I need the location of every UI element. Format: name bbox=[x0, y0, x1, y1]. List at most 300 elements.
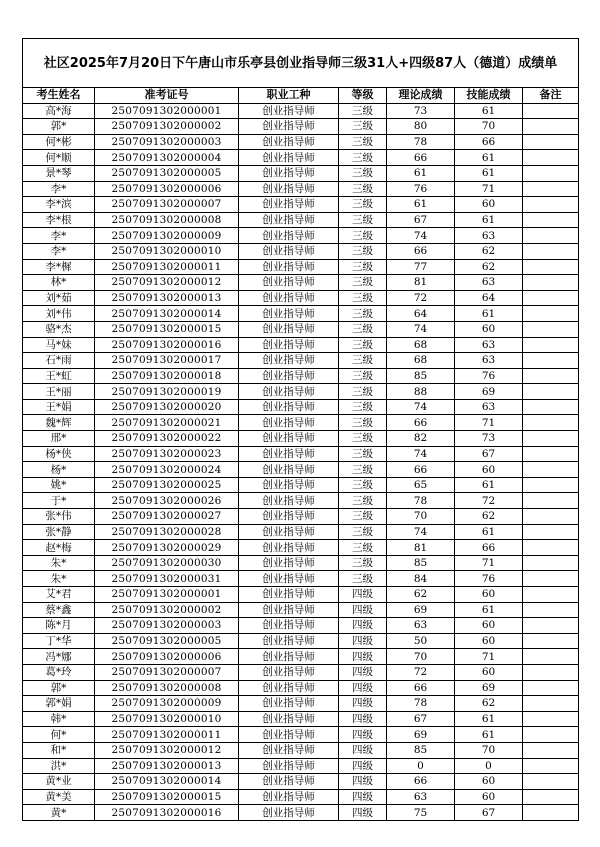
cell-skill-score: 61 bbox=[455, 477, 523, 493]
cell-name: 艾*君 bbox=[23, 587, 95, 603]
cell-note bbox=[523, 212, 579, 228]
cell-note bbox=[523, 103, 579, 119]
cell-exam-id: 2507091302000009 bbox=[95, 228, 239, 244]
cell-name: 姚* bbox=[23, 477, 95, 493]
cell-exam-id: 2507091302000010 bbox=[95, 711, 239, 727]
table-row bbox=[23, 727, 579, 743]
cell-exam-id: 2507091302000001 bbox=[95, 103, 239, 119]
cell-theory-score: 72 bbox=[387, 290, 455, 306]
cell-job: 创业指导师 bbox=[239, 602, 339, 618]
cell-job: 创业指导师 bbox=[239, 321, 339, 337]
cell-skill-score: 61 bbox=[455, 103, 523, 119]
cell-note bbox=[523, 384, 579, 400]
table-row bbox=[23, 493, 579, 509]
cell-job: 创业指导师 bbox=[239, 477, 339, 493]
cell-skill-score: 60 bbox=[455, 789, 523, 805]
cell-name: 何* bbox=[23, 727, 95, 743]
cell-note bbox=[523, 789, 579, 805]
cell-job: 创业指导师 bbox=[239, 399, 339, 415]
cell-level: 四级 bbox=[339, 758, 387, 774]
cell-skill-score: 62 bbox=[455, 509, 523, 525]
cell-theory-score: 69 bbox=[387, 602, 455, 618]
cell-level: 三级 bbox=[339, 571, 387, 587]
cell-name: 王*娟 bbox=[23, 399, 95, 415]
cell-skill-score: 70 bbox=[455, 742, 523, 758]
cell-job: 创业指导师 bbox=[239, 680, 339, 696]
cell-exam-id: 2507091302000018 bbox=[95, 368, 239, 384]
cell-exam-id: 2507091302000020 bbox=[95, 399, 239, 415]
cell-level: 四级 bbox=[339, 696, 387, 712]
cell-job: 创业指导师 bbox=[239, 696, 339, 712]
cell-job: 创业指导师 bbox=[239, 789, 339, 805]
cell-job: 创业指导师 bbox=[239, 758, 339, 774]
cell-job: 创业指导师 bbox=[239, 197, 339, 213]
cell-level: 四级 bbox=[339, 774, 387, 790]
cell-skill-score: 61 bbox=[455, 165, 523, 181]
cell-level: 三级 bbox=[339, 446, 387, 462]
cell-level: 三级 bbox=[339, 399, 387, 415]
cell-theory-score: 72 bbox=[387, 664, 455, 680]
cell-name: 石*雨 bbox=[23, 353, 95, 369]
cell-exam-id: 2507091302000006 bbox=[95, 649, 239, 665]
col-header-skill: 技能成绩 bbox=[455, 88, 523, 104]
cell-job: 创业指导师 bbox=[239, 119, 339, 135]
cell-exam-id: 2507091302000007 bbox=[95, 664, 239, 680]
cell-exam-id: 2507091302000011 bbox=[95, 727, 239, 743]
cell-exam-id: 2507091302000010 bbox=[95, 243, 239, 259]
cell-level: 四级 bbox=[339, 805, 387, 821]
cell-theory-score: 84 bbox=[387, 571, 455, 587]
cell-level: 三级 bbox=[339, 306, 387, 322]
cell-note bbox=[523, 555, 579, 571]
cell-theory-score: 65 bbox=[387, 477, 455, 493]
table-row bbox=[23, 742, 579, 758]
cell-theory-score: 61 bbox=[387, 197, 455, 213]
cell-skill-score: 71 bbox=[455, 181, 523, 197]
table-row bbox=[23, 805, 579, 821]
cell-skill-score: 60 bbox=[455, 587, 523, 603]
cell-job: 创业指导师 bbox=[239, 259, 339, 275]
cell-exam-id: 2507091302000016 bbox=[95, 805, 239, 821]
cell-name: 何*顺 bbox=[23, 150, 95, 166]
table-row bbox=[23, 633, 579, 649]
cell-note bbox=[523, 509, 579, 525]
col-header-level: 等级 bbox=[339, 88, 387, 104]
cell-name: 丁*华 bbox=[23, 633, 95, 649]
score-table bbox=[22, 38, 579, 821]
cell-level: 四级 bbox=[339, 742, 387, 758]
cell-job: 创业指导师 bbox=[239, 446, 339, 462]
col-header-name: 考生姓名 bbox=[23, 88, 95, 104]
cell-theory-score: 74 bbox=[387, 399, 455, 415]
table-row bbox=[23, 618, 579, 634]
cell-note bbox=[523, 275, 579, 291]
cell-name: 张*静 bbox=[23, 524, 95, 540]
cell-exam-id: 2507091302000017 bbox=[95, 353, 239, 369]
cell-skill-score: 60 bbox=[455, 321, 523, 337]
cell-theory-score: 0 bbox=[387, 758, 455, 774]
cell-exam-id: 2507091302000013 bbox=[95, 758, 239, 774]
cell-theory-score: 66 bbox=[387, 774, 455, 790]
cell-skill-score: 60 bbox=[455, 618, 523, 634]
cell-skill-score: 71 bbox=[455, 555, 523, 571]
table-row bbox=[23, 368, 579, 384]
table-row bbox=[23, 243, 579, 259]
cell-skill-score: 62 bbox=[455, 243, 523, 259]
cell-skill-score: 61 bbox=[455, 727, 523, 743]
cell-theory-score: 70 bbox=[387, 649, 455, 665]
cell-skill-score: 0 bbox=[455, 758, 523, 774]
cell-skill-score: 60 bbox=[455, 774, 523, 790]
cell-exam-id: 2507091302000004 bbox=[95, 150, 239, 166]
table-row bbox=[23, 384, 579, 400]
cell-exam-id: 2507091302000015 bbox=[95, 789, 239, 805]
cell-skill-score: 73 bbox=[455, 431, 523, 447]
cell-theory-score: 74 bbox=[387, 524, 455, 540]
cell-skill-score: 70 bbox=[455, 119, 523, 135]
cell-job: 创业指导师 bbox=[239, 290, 339, 306]
table-row bbox=[23, 181, 579, 197]
cell-name: 郭* bbox=[23, 119, 95, 135]
cell-exam-id: 2507091302000009 bbox=[95, 696, 239, 712]
cell-note bbox=[523, 711, 579, 727]
table-row bbox=[23, 259, 579, 275]
cell-note bbox=[523, 602, 579, 618]
table-row bbox=[23, 758, 579, 774]
cell-skill-score: 72 bbox=[455, 493, 523, 509]
cell-exam-id: 2507091302000025 bbox=[95, 477, 239, 493]
cell-note bbox=[523, 259, 579, 275]
cell-name: 葛*玲 bbox=[23, 664, 95, 680]
cell-exam-id: 2507091302000001 bbox=[95, 587, 239, 603]
cell-job: 创业指导师 bbox=[239, 462, 339, 478]
cell-skill-score: 60 bbox=[455, 633, 523, 649]
cell-level: 三级 bbox=[339, 493, 387, 509]
cell-job: 创业指导师 bbox=[239, 243, 339, 259]
cell-name: 李*滨 bbox=[23, 197, 95, 213]
cell-theory-score: 70 bbox=[387, 509, 455, 525]
cell-note bbox=[523, 633, 579, 649]
cell-exam-id: 2507091302000012 bbox=[95, 742, 239, 758]
cell-name: 王*丽 bbox=[23, 384, 95, 400]
cell-exam-id: 2507091302000015 bbox=[95, 321, 239, 337]
table-row bbox=[23, 321, 579, 337]
cell-theory-score: 64 bbox=[387, 306, 455, 322]
cell-note bbox=[523, 134, 579, 150]
cell-level: 四级 bbox=[339, 727, 387, 743]
cell-job: 创业指导师 bbox=[239, 306, 339, 322]
cell-level: 三级 bbox=[339, 368, 387, 384]
table-row bbox=[23, 431, 579, 447]
cell-job: 创业指导师 bbox=[239, 524, 339, 540]
table-row bbox=[23, 337, 579, 353]
cell-name: 马*妹 bbox=[23, 337, 95, 353]
cell-level: 三级 bbox=[339, 337, 387, 353]
cell-name: 郭* bbox=[23, 680, 95, 696]
cell-note bbox=[523, 368, 579, 384]
cell-theory-score: 68 bbox=[387, 337, 455, 353]
cell-name: 高*海 bbox=[23, 103, 95, 119]
cell-job: 创业指导师 bbox=[239, 664, 339, 680]
cell-job: 创业指导师 bbox=[239, 134, 339, 150]
table-row bbox=[23, 540, 579, 556]
cell-level: 四级 bbox=[339, 711, 387, 727]
cell-level: 三级 bbox=[339, 212, 387, 228]
cell-exam-id: 2507091302000021 bbox=[95, 415, 239, 431]
cell-level: 四级 bbox=[339, 649, 387, 665]
cell-name: 朱* bbox=[23, 555, 95, 571]
cell-theory-score: 78 bbox=[387, 493, 455, 509]
table-row bbox=[23, 228, 579, 244]
cell-theory-score: 67 bbox=[387, 711, 455, 727]
cell-name: 黄*美 bbox=[23, 789, 95, 805]
cell-name: 张*伟 bbox=[23, 509, 95, 525]
cell-theory-score: 63 bbox=[387, 789, 455, 805]
cell-exam-id: 2507091302000023 bbox=[95, 446, 239, 462]
cell-theory-score: 66 bbox=[387, 243, 455, 259]
cell-level: 三级 bbox=[339, 353, 387, 369]
cell-note bbox=[523, 664, 579, 680]
col-header-id: 准考证号 bbox=[95, 88, 239, 104]
header-row bbox=[23, 88, 579, 104]
cell-job: 创业指导师 bbox=[239, 212, 339, 228]
cell-skill-score: 66 bbox=[455, 540, 523, 556]
cell-skill-score: 60 bbox=[455, 462, 523, 478]
cell-job: 创业指导师 bbox=[239, 165, 339, 181]
cell-note bbox=[523, 290, 579, 306]
cell-name: 韩* bbox=[23, 711, 95, 727]
table-body bbox=[23, 103, 579, 820]
cell-note bbox=[523, 150, 579, 166]
cell-name: 于* bbox=[23, 493, 95, 509]
cell-skill-score: 64 bbox=[455, 290, 523, 306]
table-row bbox=[23, 774, 579, 790]
cell-job: 创业指导师 bbox=[239, 337, 339, 353]
cell-level: 四级 bbox=[339, 602, 387, 618]
cell-job: 创业指导师 bbox=[239, 384, 339, 400]
cell-skill-score: 62 bbox=[455, 696, 523, 712]
cell-level: 三级 bbox=[339, 524, 387, 540]
cell-note bbox=[523, 462, 579, 478]
cell-level: 三级 bbox=[339, 462, 387, 478]
cell-job: 创业指导师 bbox=[239, 150, 339, 166]
table-row bbox=[23, 150, 579, 166]
cell-skill-score: 61 bbox=[455, 212, 523, 228]
cell-name: 朱* bbox=[23, 571, 95, 587]
cell-name: 骆*杰 bbox=[23, 321, 95, 337]
cell-skill-score: 61 bbox=[455, 602, 523, 618]
cell-theory-score: 78 bbox=[387, 134, 455, 150]
table-row bbox=[23, 165, 579, 181]
cell-note bbox=[523, 243, 579, 259]
cell-theory-score: 85 bbox=[387, 368, 455, 384]
cell-level: 三级 bbox=[339, 275, 387, 291]
cell-note bbox=[523, 649, 579, 665]
cell-exam-id: 2507091302000026 bbox=[95, 493, 239, 509]
cell-level: 三级 bbox=[339, 103, 387, 119]
table-row bbox=[23, 587, 579, 603]
cell-job: 创业指导师 bbox=[239, 431, 339, 447]
cell-note bbox=[523, 415, 579, 431]
cell-level: 三级 bbox=[339, 384, 387, 400]
cell-exam-id: 2507091302000011 bbox=[95, 259, 239, 275]
cell-exam-id: 2507091302000012 bbox=[95, 275, 239, 291]
cell-job: 创业指导师 bbox=[239, 649, 339, 665]
cell-level: 三级 bbox=[339, 431, 387, 447]
cell-skill-score: 61 bbox=[455, 150, 523, 166]
table-row bbox=[23, 477, 579, 493]
cell-skill-score: 76 bbox=[455, 571, 523, 587]
cell-exam-id: 2507091302000002 bbox=[95, 602, 239, 618]
cell-job: 创业指导师 bbox=[239, 711, 339, 727]
cell-level: 四级 bbox=[339, 618, 387, 634]
cell-exam-id: 2507091302000019 bbox=[95, 384, 239, 400]
table-row bbox=[23, 509, 579, 525]
cell-skill-score: 61 bbox=[455, 306, 523, 322]
cell-note bbox=[523, 477, 579, 493]
cell-name: 陈*月 bbox=[23, 618, 95, 634]
cell-theory-score: 85 bbox=[387, 555, 455, 571]
cell-skill-score: 61 bbox=[455, 524, 523, 540]
cell-name: 赵*梅 bbox=[23, 540, 95, 556]
cell-job: 创业指导师 bbox=[239, 275, 339, 291]
cell-note bbox=[523, 431, 579, 447]
cell-level: 三级 bbox=[339, 540, 387, 556]
title-row bbox=[23, 39, 579, 88]
cell-theory-score: 76 bbox=[387, 181, 455, 197]
table-row bbox=[23, 290, 579, 306]
cell-job: 创业指导师 bbox=[239, 540, 339, 556]
cell-level: 三级 bbox=[339, 477, 387, 493]
cell-exam-id: 2507091302000008 bbox=[95, 212, 239, 228]
cell-level: 三级 bbox=[339, 197, 387, 213]
cell-note bbox=[523, 618, 579, 634]
cell-theory-score: 74 bbox=[387, 321, 455, 337]
cell-note bbox=[523, 353, 579, 369]
cell-exam-id: 2507091302000022 bbox=[95, 431, 239, 447]
cell-name: 何*彬 bbox=[23, 134, 95, 150]
cell-theory-score: 88 bbox=[387, 384, 455, 400]
cell-skill-score: 63 bbox=[455, 228, 523, 244]
cell-theory-score: 73 bbox=[387, 103, 455, 119]
cell-job: 创业指导师 bbox=[239, 181, 339, 197]
cell-skill-score: 76 bbox=[455, 368, 523, 384]
cell-job: 创业指导师 bbox=[239, 493, 339, 509]
cell-note bbox=[523, 181, 579, 197]
cell-name: 刘*茹 bbox=[23, 290, 95, 306]
cell-theory-score: 62 bbox=[387, 587, 455, 603]
cell-theory-score: 61 bbox=[387, 165, 455, 181]
table-row bbox=[23, 462, 579, 478]
table-row bbox=[23, 680, 579, 696]
cell-theory-score: 81 bbox=[387, 275, 455, 291]
cell-skill-score: 67 bbox=[455, 446, 523, 462]
table-row bbox=[23, 649, 579, 665]
cell-exam-id: 2507091302000030 bbox=[95, 555, 239, 571]
cell-job: 创业指导师 bbox=[239, 618, 339, 634]
cell-level: 三级 bbox=[339, 228, 387, 244]
cell-level: 三级 bbox=[339, 555, 387, 571]
cell-name: 黄* bbox=[23, 805, 95, 821]
cell-level: 三级 bbox=[339, 321, 387, 337]
cell-job: 创业指导师 bbox=[239, 509, 339, 525]
cell-job: 创业指导师 bbox=[239, 587, 339, 603]
cell-theory-score: 78 bbox=[387, 696, 455, 712]
cell-theory-score: 66 bbox=[387, 415, 455, 431]
cell-job: 创业指导师 bbox=[239, 415, 339, 431]
cell-name: 李*根 bbox=[23, 212, 95, 228]
cell-name: 黄*业 bbox=[23, 774, 95, 790]
cell-skill-score: 62 bbox=[455, 259, 523, 275]
cell-exam-id: 2507091302000028 bbox=[95, 524, 239, 540]
table-row bbox=[23, 789, 579, 805]
table-row bbox=[23, 524, 579, 540]
col-header-note: 备注 bbox=[523, 88, 579, 104]
score-sheet bbox=[22, 38, 578, 821]
cell-exam-id: 2507091302000029 bbox=[95, 540, 239, 556]
cell-exam-id: 2507091302000003 bbox=[95, 618, 239, 634]
table-row bbox=[23, 555, 579, 571]
cell-skill-score: 66 bbox=[455, 134, 523, 150]
cell-level: 三级 bbox=[339, 165, 387, 181]
cell-theory-score: 82 bbox=[387, 431, 455, 447]
cell-exam-id: 2507091302000008 bbox=[95, 680, 239, 696]
cell-level: 四级 bbox=[339, 680, 387, 696]
cell-job: 创业指导师 bbox=[239, 774, 339, 790]
cell-exam-id: 2507091302000013 bbox=[95, 290, 239, 306]
cell-skill-score: 60 bbox=[455, 664, 523, 680]
table-row bbox=[23, 134, 579, 150]
cell-exam-id: 2507091302000016 bbox=[95, 337, 239, 353]
cell-theory-score: 85 bbox=[387, 742, 455, 758]
table-row bbox=[23, 664, 579, 680]
table-row bbox=[23, 306, 579, 322]
cell-note bbox=[523, 321, 579, 337]
cell-theory-score: 77 bbox=[387, 259, 455, 275]
cell-exam-id: 2507091302000002 bbox=[95, 119, 239, 135]
cell-level: 四级 bbox=[339, 587, 387, 603]
cell-name: 景*琴 bbox=[23, 165, 95, 181]
cell-theory-score: 66 bbox=[387, 462, 455, 478]
cell-level: 三级 bbox=[339, 509, 387, 525]
cell-name: 魏*辉 bbox=[23, 415, 95, 431]
cell-theory-score: 80 bbox=[387, 119, 455, 135]
cell-skill-score: 60 bbox=[455, 197, 523, 213]
cell-note bbox=[523, 524, 579, 540]
cell-level: 三级 bbox=[339, 243, 387, 259]
cell-note bbox=[523, 493, 579, 509]
cell-exam-id: 2507091302000024 bbox=[95, 462, 239, 478]
cell-level: 三级 bbox=[339, 181, 387, 197]
cell-name: 洪* bbox=[23, 758, 95, 774]
cell-note bbox=[523, 571, 579, 587]
cell-theory-score: 69 bbox=[387, 727, 455, 743]
cell-name: 林* bbox=[23, 275, 95, 291]
cell-exam-id: 2507091302000014 bbox=[95, 306, 239, 322]
cell-note bbox=[523, 399, 579, 415]
cell-job: 创业指导师 bbox=[239, 742, 339, 758]
cell-job: 创业指导师 bbox=[239, 555, 339, 571]
cell-exam-id: 2507091302000014 bbox=[95, 774, 239, 790]
cell-skill-score: 63 bbox=[455, 275, 523, 291]
cell-job: 创业指导师 bbox=[239, 353, 339, 369]
cell-note bbox=[523, 774, 579, 790]
sheet-title: 社区2025年7月20日下午唐山市乐亭县创业指导师三级31人+四级87人（德道）成绩单 bbox=[23, 39, 579, 88]
table-row bbox=[23, 602, 579, 618]
cell-note bbox=[523, 165, 579, 181]
cell-note bbox=[523, 680, 579, 696]
cell-name: 李* bbox=[23, 243, 95, 259]
